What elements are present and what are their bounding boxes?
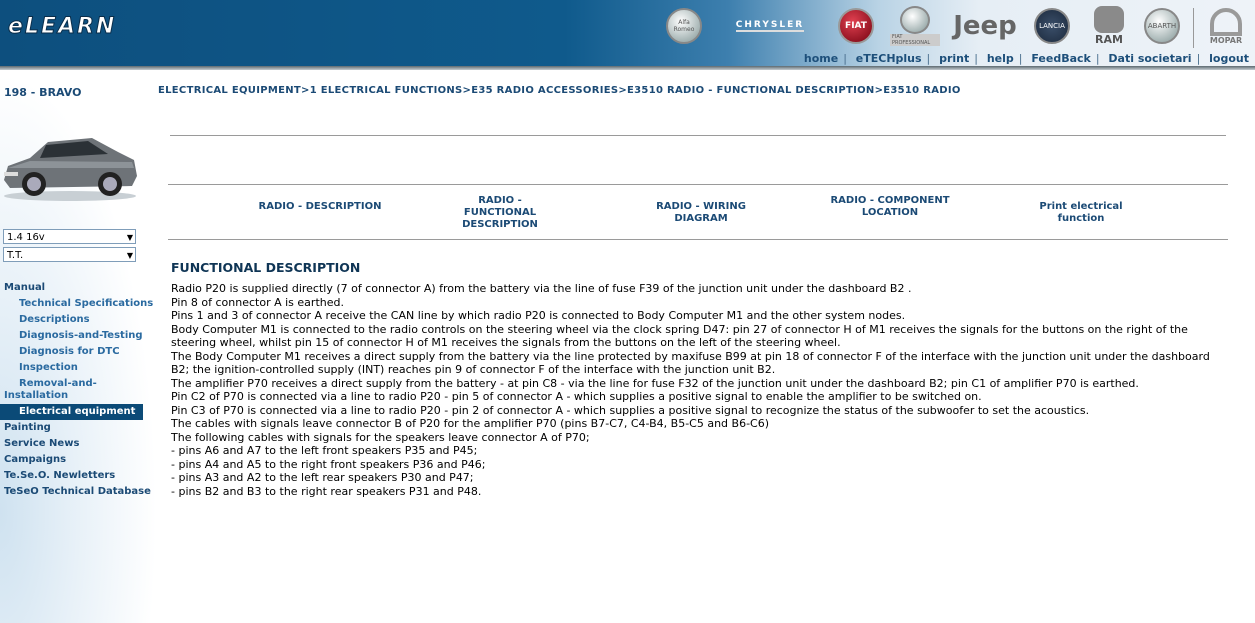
- menu-item-teseo-technical-database[interactable]: TeSeO Technical Database: [4, 486, 151, 497]
- menu-item-diagnosis-and-testing[interactable]: Diagnosis-and-Testing: [19, 330, 143, 341]
- content-line: Pins 1 and 3 of connector A receive the CAN line by which radio P20 is connected to Body Computer M1 and the other system nodes.: [171, 309, 906, 322]
- fiat-professional-logo[interactable]: FIAT PROFESSIONAL: [890, 6, 940, 46]
- content-line: - pins B2 and B3 to the right rear speakers P31 and P48.: [171, 484, 482, 498]
- menu-item-painting[interactable]: Painting: [4, 422, 51, 433]
- content-line: Radio P20 is supplied directly (7 of connector A) from the battery via the line of fuse F39 of the junction unit under the dashboard B2 .: [171, 282, 912, 295]
- menu-item-service-news[interactable]: Service News: [4, 438, 80, 449]
- content-line: - pins A4 and A5 to the right front speakers P36 and P46;: [171, 457, 486, 471]
- content-line: Pin C2 of P70 is connected via a line to radio P20 - pin 5 of connector A - which supplies a positive signal to enable the amplifier to be switched on.: [171, 390, 982, 403]
- fiat-logo[interactable]: FIAT: [836, 6, 876, 46]
- nav-help-link[interactable]: help: [986, 52, 1014, 65]
- menu-item-teseo-newletters[interactable]: Te.Se.O. Newletters: [4, 470, 116, 481]
- abarth-logo[interactable]: ABARTH: [1142, 6, 1182, 46]
- function-tabs: [225, 186, 1185, 238]
- tab-radio-component-location[interactable]: RADIO - COMPONENT LOCATION: [830, 195, 950, 218]
- alfa-romeo-logo[interactable]: Alfa Romeo: [664, 6, 704, 46]
- content-line: - pins A6 and A7 to the left front speakers P35 and P45;: [171, 444, 478, 457]
- menu-item-diagnosis-for-dtc[interactable]: Diagnosis for DTC: [19, 346, 120, 357]
- elearn-logo: eLEARN: [8, 14, 117, 39]
- content-title: FUNCTIONAL DESCRIPTION: [171, 260, 361, 275]
- print-electrical-function-link[interactable]: Print electrical function: [1039, 201, 1123, 224]
- nav-dati-societari-link[interactable]: Dati societari: [1108, 52, 1192, 65]
- header-bar: [0, 0, 1255, 66]
- tab-radio-description[interactable]: RADIO - DESCRIPTION: [258, 201, 382, 212]
- chevron-down-icon: ▼: [126, 233, 133, 242]
- ram-head-icon: [1094, 6, 1124, 33]
- chevron-down-icon: ▼: [126, 251, 133, 260]
- content-line: The amplifier P70 receives a direct supply from the battery - at pin C8 - via the line for fuse F32 of the junction unit under the dashboard B2; pin C1 of amplifier P70 is earthed.: [171, 376, 1139, 390]
- menu-item-campaigns[interactable]: Campaigns: [4, 454, 67, 465]
- menu-item-inspection[interactable]: Inspection: [19, 362, 78, 373]
- sidebar: [0, 70, 158, 623]
- menu-item-removal-and-installation[interactable]: Removal-and-Installation: [4, 378, 97, 401]
- nav-print-link[interactable]: print: [939, 52, 970, 65]
- mopar-logo[interactable]: MOPAR: [1200, 6, 1252, 46]
- car-image: [0, 128, 140, 202]
- content-line: The following cables with signals for the speakers leave connector A of P70;: [171, 430, 590, 444]
- divider: [168, 184, 1228, 185]
- engine-select[interactable]: 1.4 16v ▼: [3, 229, 136, 244]
- nav-feedback-link[interactable]: FeedBack: [1031, 52, 1091, 65]
- content-line: The cables with signals leave connector B of P20 for the amplifier P70 (pins B7-C7, C4-B4, B5-C5 and B6-C6): [171, 417, 770, 430]
- breadcrumb[interactable]: ELECTRICAL EQUIPMENT>1 ELECTRICAL FUNCTIONS>E35 RADIO ACCESSORIES>E3510 RADIO - FUNCTIONAL DESCRIPTION>E3510 RADIO: [158, 85, 961, 96]
- menu-item-descriptions[interactable]: Descriptions: [19, 314, 90, 325]
- mopar-m-icon: [1210, 8, 1242, 36]
- brand-divider: [1193, 8, 1194, 48]
- nav-logout-link[interactable]: logout: [1209, 52, 1249, 65]
- content-line: The Body Computer M1 receives a direct supply from the battery via the line protected by maxifuse B99 at pin 18 of connector F of the interface with the junction unit under the dashboard B2; the ignition-controlled supply (INT) reaches pin 9 of connector F of the interface with the junction unit B2.: [171, 349, 1210, 376]
- content-line: Pin C3 of P70 is connected via a line to radio P20 - pin 2 of connector A - which supplies a positive signal to recognize the status of the subwoofer to set the acoustics.: [171, 403, 1090, 417]
- content-line: - pins A3 and A2 to the left rear speakers P30 and P47;: [171, 471, 474, 484]
- jeep-logo[interactable]: Jeep: [953, 11, 1017, 41]
- menu-item-manual[interactable]: Manual: [4, 282, 46, 293]
- nav-home-link[interactable]: home: [803, 52, 839, 65]
- model-title: 198 - BRAVO: [4, 86, 82, 99]
- variant-select[interactable]: T.T. ▼: [3, 247, 136, 262]
- divider: [170, 135, 1226, 136]
- tab-radio-wiring-diagram[interactable]: RADIO - WIRING DIAGRAM: [656, 201, 746, 224]
- divider: [168, 239, 1228, 240]
- sidebar-menu: [0, 280, 154, 500]
- ram-logo[interactable]: RAM: [1084, 6, 1134, 46]
- menu-item-electrical-equipment[interactable]: Electrical equipment: [0, 404, 143, 420]
- content-body: [171, 282, 1231, 498]
- menu-item-technical-specifications[interactable]: Technical Specifications: [19, 298, 154, 309]
- content-line: Body Computer M1 is connected to the radio controls on the steering wheel via the clock spring D47: pin 27 of connector H of M1 receives the signals for the buttons on the right of the steering wheel, whilst pin 15 of connector H of M1 receives the signals from the buttons on the left of the steering wheel.: [171, 322, 1188, 349]
- nav-etechplus-link[interactable]: eTECHplus: [855, 52, 922, 65]
- chrysler-logo[interactable]: CHRYSLER: [735, 20, 805, 30]
- header-shadow: [0, 66, 1255, 70]
- lancia-logo[interactable]: LANCIA: [1032, 6, 1072, 46]
- tab-radio-functional-description[interactable]: RADIO - FUNCTIONAL DESCRIPTION: [462, 195, 538, 230]
- content-line: Pin 8 of connector A is earthed.: [171, 295, 344, 309]
- top-navigation: home | eTECHplus | print | help | FeedBack | Dati societari | logout: [803, 52, 1249, 65]
